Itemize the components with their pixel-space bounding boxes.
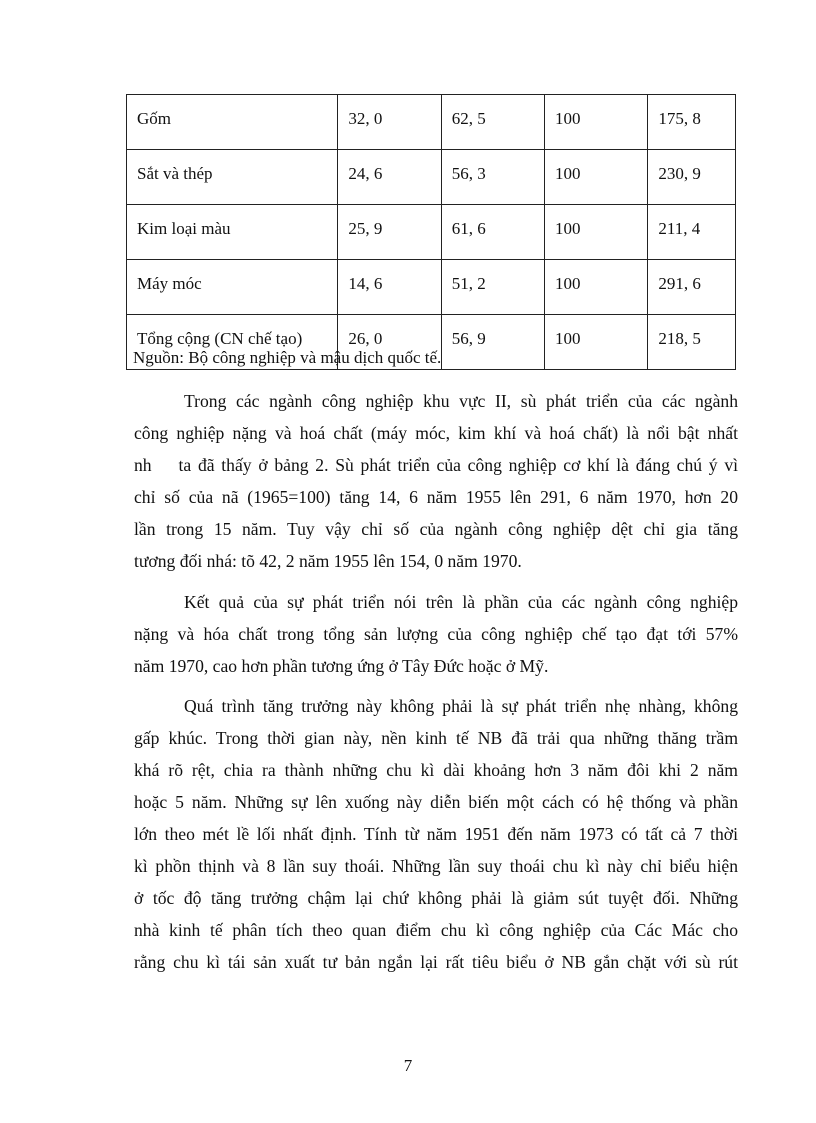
- table-row: [127, 205, 736, 260]
- table-cell-category: Máy móc: [127, 260, 338, 315]
- table-cell-value: 100: [545, 315, 648, 370]
- table-cell-value: 211, 4: [648, 205, 736, 260]
- table-cell-value: 100: [545, 95, 648, 150]
- paragraph-line: kì phồn thịnh và 8 lần suy thoái. Những lần suy thoái chu kì này chỉ biểu hiện: [134, 856, 738, 876]
- paragraph-line: năm 1970, cao hơn phần tương ứng ở Tây Đức hoặc ở Mỹ.: [134, 656, 549, 676]
- paragraph-line: công nghiệp nặng và hoá chất (máy móc, kim khí và hoá chất) là nổi bật nhất: [134, 423, 738, 443]
- paragraph-line: lần trong 15 năm. Tuy vậy chỉ số của ngành công nghiệp dệt chỉ gia tăng: [134, 519, 738, 539]
- table-cell-value: 218, 5: [648, 315, 736, 370]
- table-cell-value: 25, 9: [338, 205, 441, 260]
- paragraph-line: tương đối nhá: tõ 42, 2 năm 1955 lên 154, 0 năm 1970.: [134, 551, 522, 571]
- table-cell-value: 56, 3: [441, 150, 544, 205]
- paragraph-line: chỉ số của nã (1965=100) tăng 14, 6 năm 1955 lên 291, 6 năm 1970, hơn 20: [134, 487, 738, 507]
- table-cell-value: 51, 2: [441, 260, 544, 315]
- table-cell-category: Tổng cộng (CN chế tạo): [127, 315, 338, 370]
- paragraph-line: Trong các ngành công nghiệp khu vực II, sù phát triển của các ngành: [184, 391, 738, 411]
- paragraph-1: [134, 385, 738, 577]
- paragraph-line: hoặc 5 năm. Những sự lên xuống này diễn biến một cách có hệ thống và phần: [134, 792, 738, 812]
- table-row: [127, 260, 736, 315]
- paragraph-line: khá rõ rệt, chia ra thành những chu kì dài khoảng hơn 3 năm đôi khi 2 năm: [134, 760, 738, 780]
- paragraph-line: ở tốc độ tăng trưởng chậm lại chứ không phải là giảm sút tuyệt đối. Những: [134, 888, 738, 908]
- table-cell-value: 100: [545, 150, 648, 205]
- table-cell-value: 32, 0: [338, 95, 441, 150]
- table-body: [127, 95, 736, 370]
- paragraph-line: Quá trình tăng trưởng này không phải là sự phát triển nhẹ nhàng, không: [184, 696, 738, 716]
- table-cell-value: 100: [545, 260, 648, 315]
- table-row: [127, 150, 736, 205]
- paragraph-line: gấp khúc. Trong thời gian này, nền kinh tế NB đã trải qua những thăng trầm: [134, 728, 738, 748]
- table-cell-value: 14, 6: [338, 260, 441, 315]
- table-cell-value: 230, 9: [648, 150, 736, 205]
- table-cell-value: 291, 6: [648, 260, 736, 315]
- paragraph-line: nặng và hóa chất trong tổng sản lượng của công nghiệp chế tạo đạt tới 57%: [134, 624, 738, 644]
- paragraph-line: rằng chu kì tái sản xuất tư bản ngắn lại rất tiêu biểu ở NB gắn chặt với sù rút: [134, 952, 738, 972]
- table-cell-category: Sắt và thép: [127, 150, 338, 205]
- paragraph-line: nhà kinh tế phân tích theo quan điểm chu kì công nghiệp của Các Mác cho: [134, 920, 738, 940]
- paragraph-line: lớn theo mét lề lối nhất định. Tính từ năm 1951 đến năm 1973 có tất cả 7 thời: [134, 824, 738, 844]
- table-cell-value: 24, 6: [338, 150, 441, 205]
- table-cell-value: 62, 5: [441, 95, 544, 150]
- paragraph-line: nh ta đã thấy ở bảng 2. Sù phát triển của công nghiệp cơ khí là đáng chú ý vì: [134, 455, 738, 475]
- paragraph-2: [134, 586, 738, 682]
- table-row: [127, 95, 736, 150]
- table-cell-value: 175, 8: [648, 95, 736, 150]
- paragraph-line: Kết quả của sự phát triển nói trên là phần của các ngành công nghiệp: [184, 592, 738, 612]
- table-cell-category: Gốm: [127, 95, 338, 150]
- table-cell-value: 26, 0: [338, 315, 441, 370]
- table-cell-value: 100: [545, 205, 648, 260]
- table-source-note: Nguồn: Bộ công nghiệp và mậu dịch quốc tế.: [133, 348, 442, 367]
- index-table: [126, 94, 736, 370]
- paragraph-3: [134, 690, 738, 978]
- table-cell-value: 61, 6: [441, 205, 544, 260]
- page-number: 7: [403, 1056, 413, 1075]
- table-cell-value: 56, 9: [441, 315, 544, 370]
- table-cell-category: Kim loại màu: [127, 205, 338, 260]
